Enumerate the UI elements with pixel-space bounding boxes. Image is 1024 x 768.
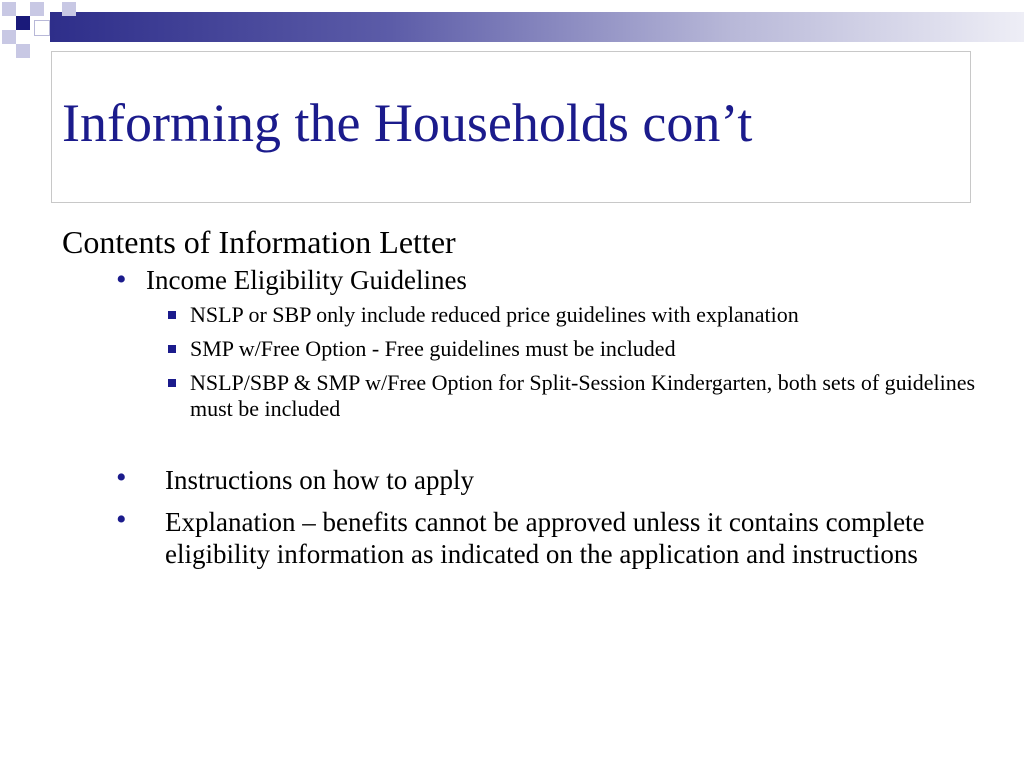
- decorative-top-bar: [50, 12, 1024, 42]
- sub-bullet-item: [62, 302, 980, 328]
- title-box: [51, 51, 971, 203]
- spacer: [62, 430, 982, 464]
- round-bullet-icon: •: [116, 263, 127, 296]
- sub-bullet-label: NSLP or SBP only include reduced price guidelines with explanation: [190, 302, 799, 327]
- bullet-item: [62, 461, 965, 496]
- square-bullet-icon: [168, 345, 176, 353]
- square-bullet-icon: [168, 311, 176, 319]
- decorative-square: [16, 44, 30, 58]
- sub-bullet-label: SMP w/Free Option - Free guidelines must be included: [190, 336, 676, 361]
- sub-bullet-item: [62, 336, 980, 362]
- bullet-item: [62, 264, 982, 296]
- decorative-square: [62, 2, 76, 16]
- slide-title: Informing the Households con’t: [62, 93, 753, 153]
- content-heading: Contents of Information Letter: [62, 224, 456, 260]
- sub-bullet-label: NSLP/SBP & SMP w/Free Option for Split-Session Kindergarten, both sets of guidelines must be included: [190, 370, 976, 421]
- round-bullet-icon: •: [116, 503, 127, 536]
- bullet-label: Instructions on how to apply: [165, 465, 474, 495]
- decorative-square: [30, 2, 44, 16]
- sub-bullet-item: [62, 370, 980, 422]
- decorative-square: [34, 20, 50, 36]
- square-bullet-icon: [168, 379, 176, 387]
- decorative-square: [2, 30, 16, 44]
- slide-content: [62, 222, 982, 580]
- bullet-label: Explanation – benefits cannot be approved unless it contains complete eligibility information as indicated on the application and instructions: [165, 507, 925, 569]
- decorative-square: [16, 16, 30, 30]
- round-bullet-icon: •: [116, 461, 127, 494]
- decorative-square: [2, 2, 16, 16]
- bullet-label: Income Eligibility Guidelines: [146, 265, 467, 295]
- bullet-item: [62, 503, 965, 570]
